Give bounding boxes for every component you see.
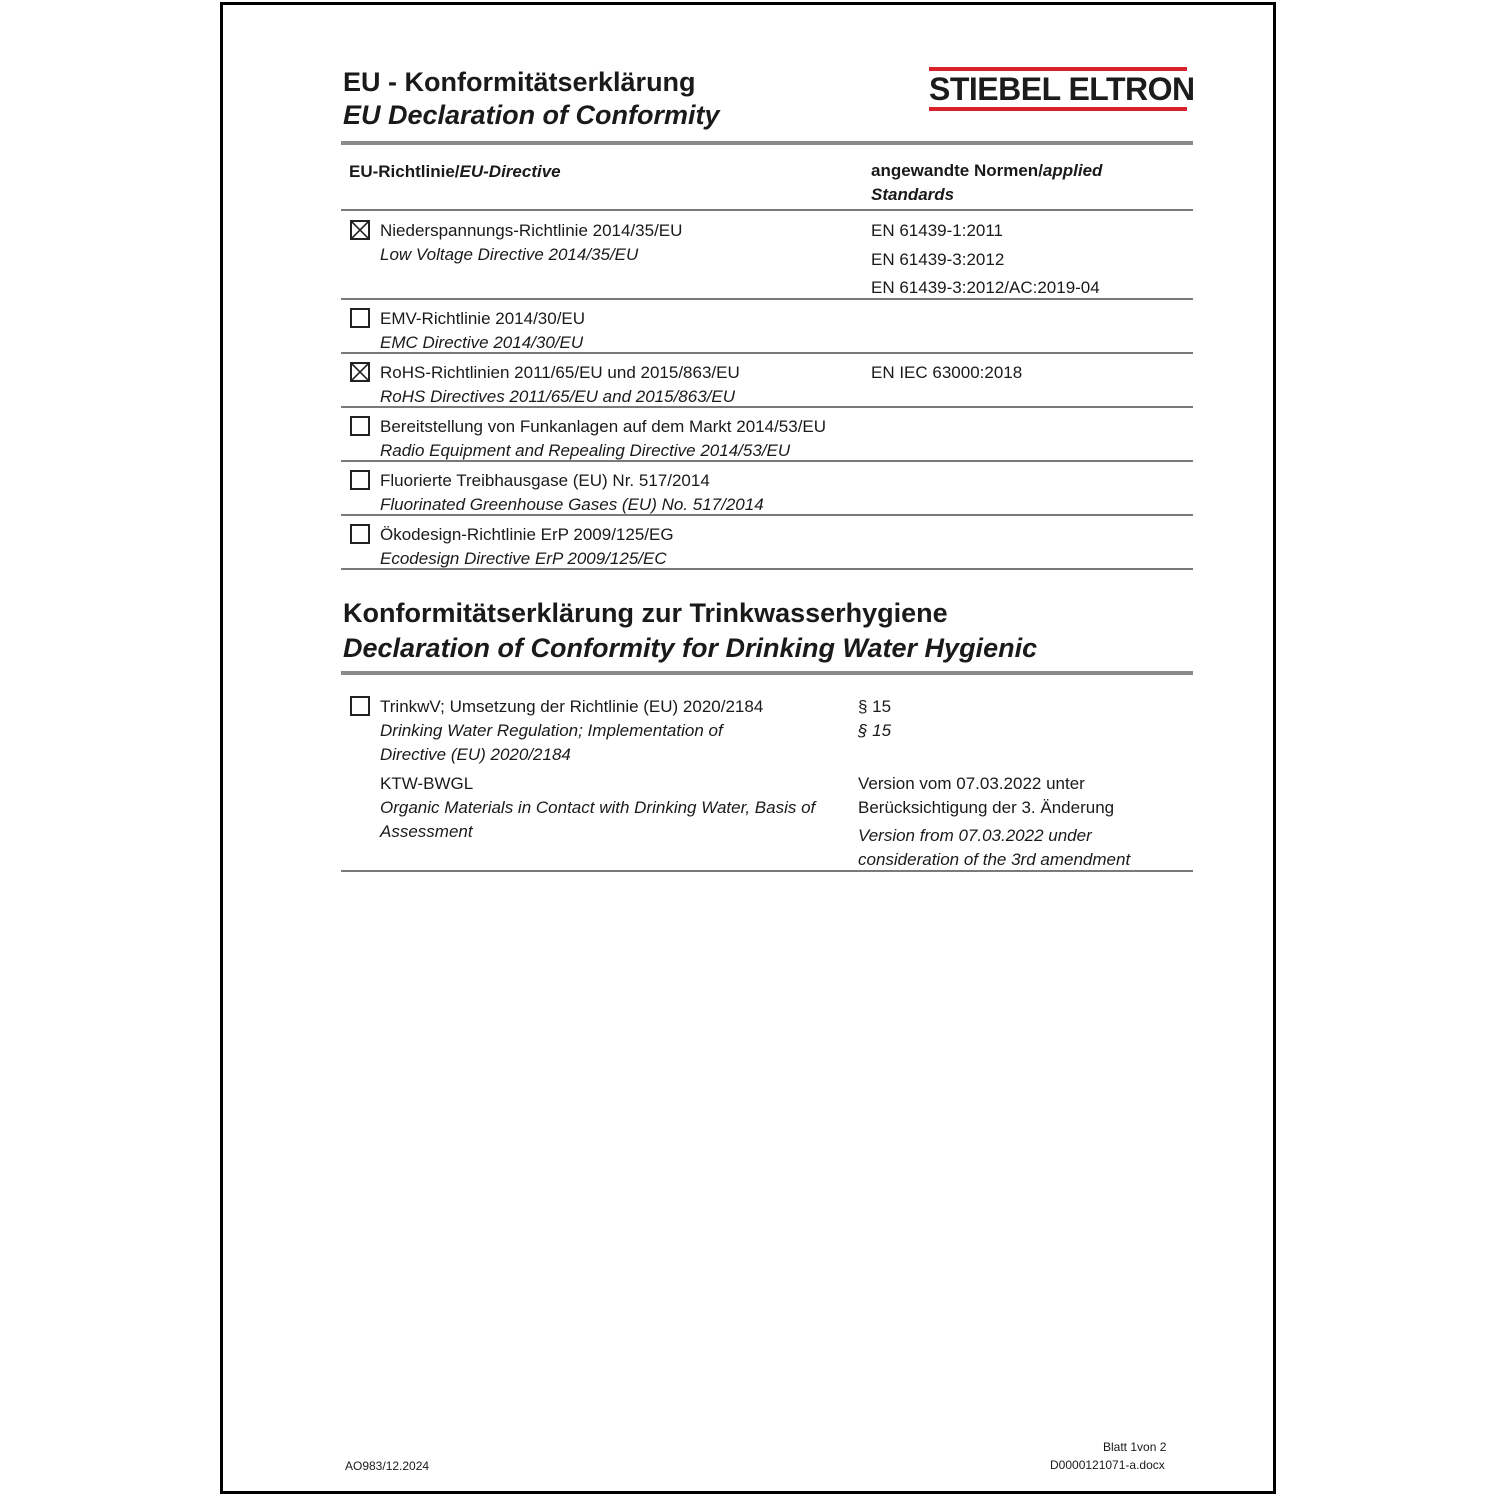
standard: EN 61439-3:2012: [871, 250, 1005, 269]
col-header-directive: [349, 162, 561, 182]
header-divider: [341, 141, 1193, 145]
version-en-line2: consideration of the 3rd amendment: [858, 850, 1131, 869]
row-divider: [341, 460, 1193, 462]
document-page: [220, 2, 1276, 1494]
checkbox-low-voltage[interactable]: [350, 220, 370, 240]
document-title-en: EU Declaration of Conformity: [343, 100, 720, 130]
logo-bottom-stripe: [929, 107, 1187, 111]
col-header-standards: [871, 161, 1102, 181]
checked-cross-icon: [352, 222, 368, 238]
logo-text: STIEBEL ELTRON: [929, 71, 1195, 107]
col-header-directive-de: EU-Richtlinie/: [349, 162, 460, 181]
section2-title-en: Declaration of Conformity for Drinking Water Hygienic: [343, 633, 1038, 663]
row-divider: [341, 352, 1193, 354]
trinkwv-en-line1: Drinking Water Regulation; Implementation of: [380, 721, 723, 740]
col-header-standards-de: angewandte Normen/: [871, 161, 1043, 180]
section2-divider: [341, 671, 1193, 675]
document-title-de: EU - Konformitätserklärung: [343, 67, 696, 97]
version-en-line1: Version from 07.03.2022 under: [858, 826, 1092, 845]
form-id: AO983/12.2024: [345, 1459, 430, 1473]
row-divider: [341, 870, 1193, 872]
checkbox-trinkwv[interactable]: [350, 696, 370, 716]
section2-title-de: Konformitätserklärung zur Trinkwasserhygiene: [343, 598, 948, 628]
paragraph-de: § 15: [858, 697, 892, 716]
checkbox-radio-equipment[interactable]: [350, 416, 370, 436]
ktw-en-line2: Assessment: [380, 822, 473, 841]
row-divider: [341, 209, 1193, 211]
document-id: D0000121071-a.docx: [1050, 1458, 1165, 1472]
directive-de: Bereitstellung von Funkanlagen auf dem Markt 2014/53/EU: [380, 417, 827, 436]
row-divider: [341, 298, 1193, 300]
version-de-line1: Version vom 07.03.2022 unter: [858, 774, 1085, 793]
checkbox-ecodesign[interactable]: [350, 524, 370, 544]
directive-de: RoHS-Richtlinien 2011/65/EU und 2015/863/EU: [380, 363, 740, 382]
directive-en: Ecodesign Directive ErP 2009/125/EC: [380, 549, 667, 568]
directive-en: Fluorinated Greenhouse Gases (EU) No. 517/2014: [380, 495, 764, 514]
directive-en: EMC Directive 2014/30/EU: [380, 333, 584, 352]
standard: EN IEC 63000:2018: [871, 363, 1023, 382]
directive-de: Niederspannungs-Richtlinie 2014/35/EU: [380, 221, 683, 240]
row-divider: [341, 406, 1193, 408]
col-header-standards-en: applied: [1042, 161, 1103, 180]
checkbox-rohs[interactable]: [350, 362, 370, 382]
row-divider: [341, 568, 1193, 570]
trinkwv-de: TrinkwV; Umsetzung der Richtlinie (EU) 2020/2184: [380, 697, 764, 716]
standard: EN 61439-3:2012/AC:2019-04: [871, 278, 1100, 297]
ktw-en-line1: Organic Materials in Contact with Drinking Water, Basis of: [380, 798, 816, 817]
checkbox-f-gases[interactable]: [350, 470, 370, 490]
checkbox-emc[interactable]: [350, 308, 370, 328]
paragraph-en: § 15: [858, 721, 892, 740]
directive-de: Fluorierte Treibhausgase (EU) Nr. 517/2014: [380, 471, 710, 490]
sheet-number: Blatt 1von 2: [1103, 1440, 1167, 1454]
trinkwv-en-line2: Directive (EU) 2020/2184: [380, 745, 571, 764]
directive-de: EMV-Richtlinie 2014/30/EU: [380, 309, 586, 328]
row-divider: [341, 514, 1193, 516]
directive-en: Low Voltage Directive 2014/35/EU: [380, 245, 639, 264]
directive-en: Radio Equipment and Repealing Directive 2014/53/EU: [380, 441, 791, 460]
col-header-standards-en-2: Standards: [871, 185, 955, 204]
ktw-title: KTW-BWGL: [380, 774, 474, 793]
directive-de: Ökodesign-Richtlinie ErP 2009/125/EG: [380, 525, 674, 544]
col-header-directive-en: EU-Directive: [459, 162, 561, 181]
standard: EN 61439-1:2011: [871, 221, 1004, 240]
version-de-line2: Berücksichtigung der 3. Änderung: [858, 798, 1115, 817]
directive-en: RoHS Directives 2011/65/EU and 2015/863/EU: [380, 387, 735, 406]
stiebel-eltron-logo: [929, 67, 1195, 111]
checked-cross-icon: [352, 364, 368, 380]
